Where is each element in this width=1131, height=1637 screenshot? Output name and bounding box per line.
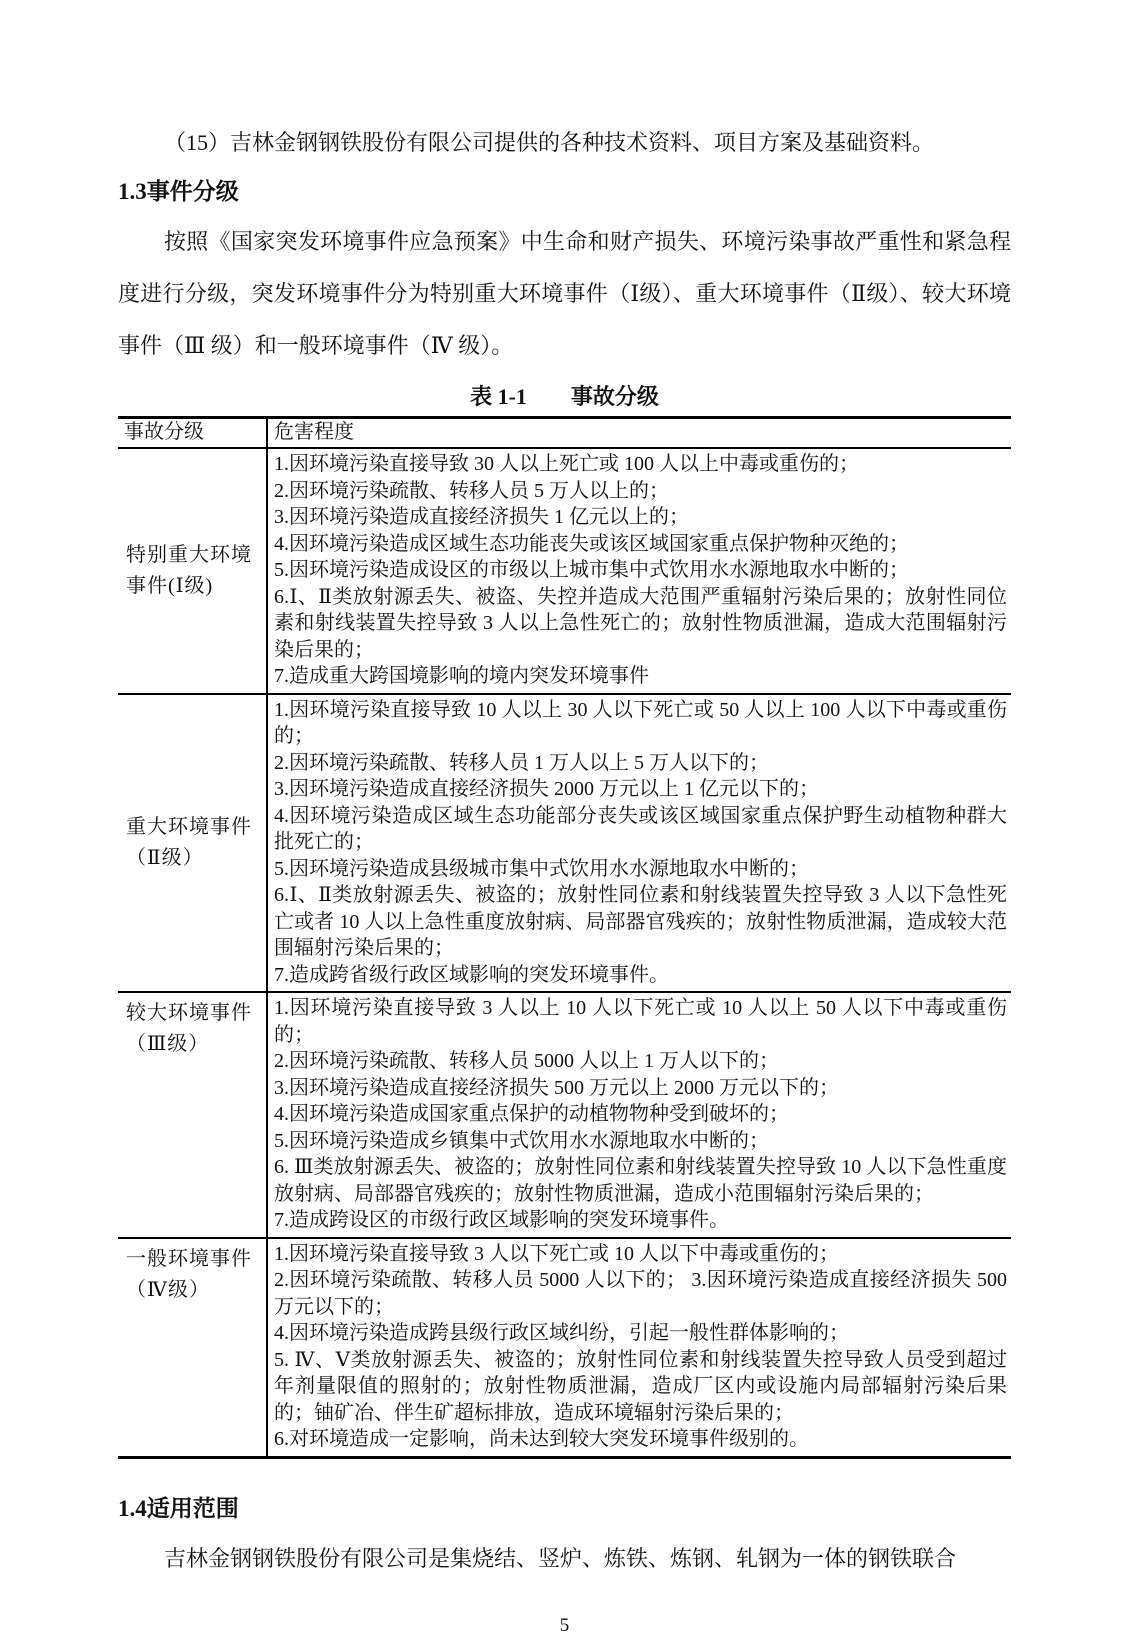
hazard-degree-cell [267, 448, 1011, 694]
hazard-item: 5.因环境污染造成乡镇集中式饮用水水源地取水中断的； [274, 1129, 769, 1152]
column-header-level: 事故分级 [118, 418, 267, 449]
hazard-item: 2.因环境污染疏散、转移人员 5000 人以上 1 万人以下的； [274, 1050, 779, 1072]
hazard-item: 6.Ⅰ、Ⅱ类放射源丢失、被盗的；放射性同位素和射线装置失控导致 3 人以下急性死亡或者 10 人以上急性重度放射病、局部器官残疾的；放射性物质泄漏，造成较大范围辐射污染后果的； [274, 884, 1007, 959]
hazard-item: 6.对环境造成一定影响，尚未达到较大突发环境事件级别的。 [274, 1428, 809, 1450]
incident-level-cell: 特别重大环境事件(Ⅰ级) [118, 448, 267, 694]
hazard-item: 7.造成跨省级行政区域影响的突发环境事件。 [274, 963, 669, 986]
section-heading-1-3: 1.3事件分级 [118, 179, 239, 204]
hazard-item: 1.因环境污染直接导致 10 人以上 30 人以下死亡或 50 人以上 100 人以下中毒或重伤的； [274, 698, 1007, 747]
hazard-item: 1.因环境污染直接导致 3 人以下死亡或 10 人以下中毒或重伤的； [274, 1242, 839, 1265]
hazard-item: 7.造成跨设区的市级行政区域影响的突发环境事件。 [274, 1209, 729, 1231]
hazard-item: 4.因环境污染造成国家重点保护的动植物物种受到破坏的； [274, 1103, 789, 1125]
intro-item-15: （15）吉林金钢钢铁股份有限公司提供的各种技术资料、项目方案及基础资料。 [164, 130, 935, 155]
hazard-item: 3.因环境污染造成直接经济损失 1 亿元以上的； [274, 506, 689, 528]
table-header-row [118, 418, 1011, 449]
table-header [118, 418, 1011, 449]
table-row [118, 694, 1011, 993]
table-caption-label: 表 1-1 [470, 384, 527, 409]
hazard-item: 7.造成重大跨国境影响的境内突发环境事件 [274, 665, 649, 687]
table-row [118, 448, 1011, 694]
incident-grading-table [118, 416, 1011, 1459]
table-caption-title: 事故分级 [570, 384, 659, 409]
hazard-item: 6.Ⅰ、Ⅱ类放射源丢失、被盗、失控并造成大范围严重辐射污染后果的；放射性同位素和射线装置失控导致 3 人以上急性死亡的；放射性物质泄漏，造成大范围辐射污染后果的； [274, 585, 1007, 661]
hazard-degree-cell [267, 992, 1011, 1238]
hazard-item: 5.因环境污染造成县级城市集中式饮用水水源地取水中断的； [274, 857, 809, 880]
hazard-item: 1.因环境污染直接导致 3 人以上 10 人以下死亡或 10 人以上 50 人以下中毒或重伤的； [274, 997, 1007, 1046]
page-number: 5 [559, 1614, 570, 1636]
hazard-item: 4.因环境污染造成跨县级行政区域纠纷，引起一般性群体影响的； [274, 1322, 849, 1344]
section-heading-1-4: 1.4适用范围 [118, 1495, 239, 1521]
table-row [118, 1238, 1011, 1458]
hazard-item: 5. Ⅳ、Ⅴ类放射源丢失、被盗的；放射性同位素和射线装置失控导致人员受到超过年剂量限值的照射的；放射性物质泄漏，造成厂区内或设施内局部辐射污染后果的；铀矿冶、伴生矿超标排放，造成环境辐射污染后果的； [274, 1348, 1007, 1424]
hazard-item: 6. Ⅲ类放射源丢失、被盗的；放射性同位素和射线装置失控导致 10 人以下急性重度放射病、局部器官残疾的；放射性物质泄漏，造成小范围辐射污染后果的； [274, 1156, 1007, 1205]
hazard-item: 4.因环境污染造成区域生态功能丧失或该区域国家重点保护物种灭绝的； [274, 532, 909, 555]
hazard-item: 2.因环境污染疏散、转移人员 5000 人以下的； 3.因环境污染造成直接经济损失 500 万元以下的； [274, 1269, 1007, 1318]
hazard-item: 5.因环境污染造成设区的市级以上城市集中式饮用水水源地取水中断的； [274, 559, 909, 581]
hazard-item: 2.因环境污染疏散、转移人员 5 万人以上的； [274, 479, 669, 502]
hazard-degree-cell [267, 1238, 1011, 1458]
table-caption [118, 382, 1011, 412]
incident-level-cell: 较大环境事件（Ⅲ级） [118, 992, 267, 1238]
hazard-table-body [118, 448, 1011, 1457]
hazard-degree-cell [267, 694, 1011, 993]
hazard-item: 3.因环境污染造成直接经济损失 500 万元以上 2000 万元以下的； [274, 1076, 839, 1099]
hazard-item: 4.因环境污染造成区域生态功能部分丧失或该区域国家重点保护野生动植物种群大批死亡的； [274, 804, 1007, 853]
column-header-hazard: 危害程度 [267, 418, 1011, 449]
event-grading-paragraph: 按照《国家突发环境事件应急预案》中生命和财产损失、环境污染事故严重性和紧急程度进行分级，突发环境事件分为特别重大环境事件（Ⅰ级）、重大环境事件（Ⅱ级）、较大环境事件（Ⅲ 级）和一般环境事件（Ⅳ 级）。 [118, 229, 1011, 358]
hazard-item: 3.因环境污染造成直接经济损失 2000 万元以上 1 亿元以下的； [274, 778, 819, 800]
table-row [118, 992, 1011, 1238]
hazard-item: 2.因环境污染疏散、转移人员 1 万人以上 5 万人以下的； [274, 751, 769, 774]
hazard-item: 1.因环境污染直接导致 30 人以上死亡或 100 人以上中毒或重伤的； [274, 453, 859, 475]
incident-level-cell: 一般环境事件（Ⅳ级） [118, 1238, 267, 1458]
scope-paragraph: 吉林金钢钢铁股份有限公司是集烧结、竖炉、炼铁、炼钢、轧钢为一体的钢铁联合 [164, 1545, 957, 1571]
incident-level-cell: 重大环境事件（Ⅱ级） [118, 694, 267, 993]
